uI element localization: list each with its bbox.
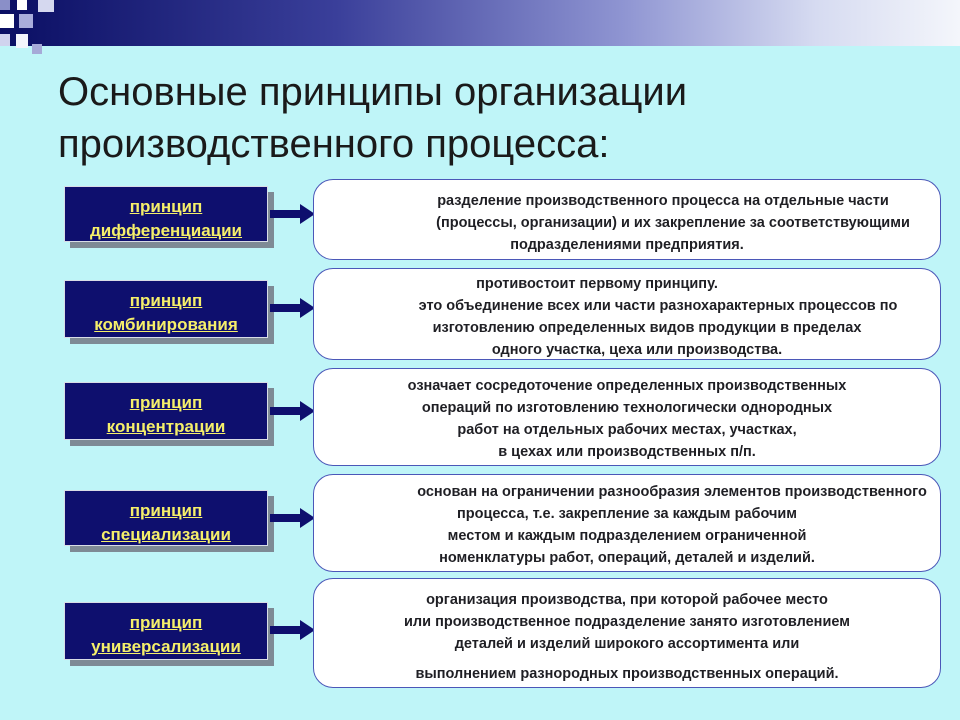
principle-label-combination — [64, 280, 268, 338]
description-line: одного участка, цеха или производства. — [491, 342, 783, 358]
principle-label-name: комбинирования — [94, 315, 238, 334]
principle-label-word: принцип — [129, 501, 203, 520]
principle-description-universalization — [313, 578, 941, 688]
principle-label-word: принцип — [129, 613, 203, 632]
description-line: организация производства, при которой рабочее место — [426, 592, 828, 608]
description-line: разделение производственного процесса на отдельные части — [437, 193, 889, 209]
description-line: основан на ограничении разнообразия элементов производственного — [417, 484, 927, 500]
description-line: подразделениями предприятия. — [510, 237, 744, 253]
principle-label-name: концентрации — [106, 417, 226, 436]
principle-label-word: принцип — [129, 291, 203, 310]
principle-label-concentration — [64, 382, 268, 440]
description-line: в цехах или производственных п/п. — [498, 444, 756, 460]
right-arrow-icon — [270, 297, 316, 319]
principle-description-specialization — [313, 474, 941, 572]
description-line: операций по изготовлению технологически однородных — [421, 400, 833, 416]
description-line: изготовлению определенных видов продукции в пределах — [432, 320, 862, 336]
description-line: выполнением разнородных производственных операций. — [415, 666, 839, 682]
description-line: (процессы, организации) и их закрепление за соответствующими — [436, 215, 910, 231]
principle-label-specialization — [64, 490, 268, 546]
principle-label-word: принцип — [129, 197, 203, 216]
right-arrow-icon — [270, 619, 316, 641]
principle-label-name: универсализации — [91, 637, 241, 656]
principle-description-concentration — [313, 368, 941, 466]
right-arrow-icon — [270, 507, 316, 529]
principle-label-word: принцип — [129, 393, 203, 412]
description-line: противостоит первому принципу. — [476, 276, 718, 292]
description-line: номенклатуры работ, операций, деталей и изделий. — [439, 550, 815, 566]
description-line: процесса, т.е. закрепление за каждым рабочим — [456, 506, 797, 522]
page-title — [58, 66, 918, 170]
right-arrow-icon — [270, 203, 316, 225]
description-line: означает сосредоточение определенных производственных — [407, 378, 847, 394]
principle-label-differentiation — [64, 186, 268, 242]
title-line-2: производственного процесса: — [58, 122, 610, 166]
principle-label-name: дифференциации — [89, 221, 243, 240]
description-line: работ на отдельных рабочих местах, участках, — [457, 422, 797, 438]
principle-description-combination — [313, 268, 941, 360]
principle-label-universalization — [64, 602, 268, 660]
principle-label-name: специализации — [101, 525, 231, 544]
right-arrow-icon — [270, 400, 316, 422]
description-line: деталей и изделий широкого ассортимента или — [454, 636, 800, 652]
top-gradient-bar — [0, 0, 960, 46]
description-line: или производственное подразделение занято изготовлением — [404, 614, 850, 630]
principle-description-differentiation — [313, 179, 941, 260]
title-line-1: Основные принципы организации — [58, 70, 688, 114]
description-line: это объединение всех или части разнохарактерных процессов по — [418, 298, 898, 314]
description-line: местом и каждым подразделением ограниченной — [447, 528, 807, 544]
